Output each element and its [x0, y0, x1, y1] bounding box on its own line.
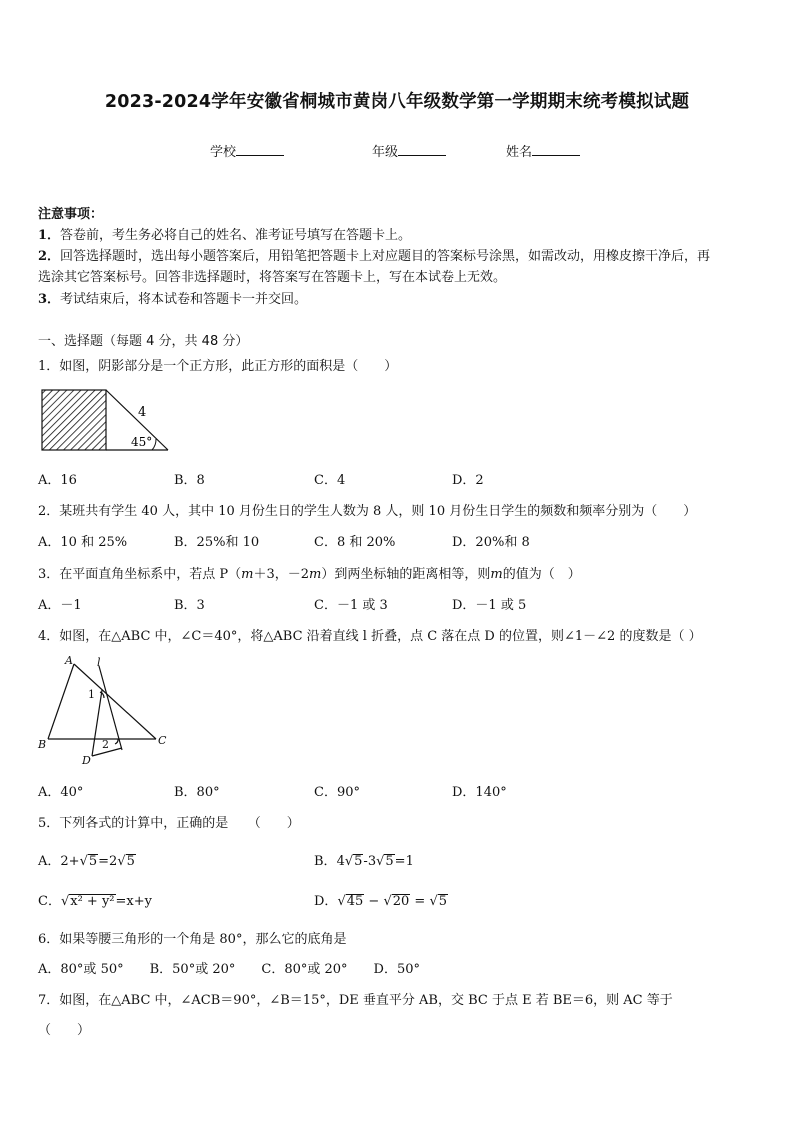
q2-stem: 2．某班共有学生 40 人，其中 10 月份生日的学生人数为 8 人，则 10 月份生日学生的频数和频率分别为（ ） — [38, 504, 697, 519]
q4-stem: 4．如图，在△ABC 中，∠C＝40°，将△ABC 沿着直线 l 折叠，点 C 落在点 D 的位置，则∠1－∠2 的度数是（ ） — [38, 629, 702, 644]
q2-option-a[interactable]: A．10 和 25% — [38, 535, 128, 550]
q3-option-c[interactable]: C．－1 或 3 — [314, 598, 388, 613]
label-l: l — [97, 656, 101, 669]
school-field[interactable]: 学校 — [210, 141, 284, 160]
q3-stem: 3．在平面直角坐标系中，若点 P（m＋3，－2m）到两坐标轴的距离相等，则m的值为（ ） — [38, 567, 581, 582]
section-heading: 一、选择题（每题 4 分，共 48 分） — [38, 334, 249, 349]
q5-option-c[interactable]: C．√x² + y²=x+y — [38, 894, 152, 909]
q4-figure — [34, 652, 184, 772]
side-ab — [48, 664, 74, 739]
q1-option-c[interactable]: C．4 — [314, 473, 346, 488]
q7-stem: 7．如图，在△ABC 中，∠ACB＝90°，∠B＝15°，DE 垂直平分 AB，交 BC 于点 E 若 BE＝6，则 AC 等于 — [38, 993, 673, 1008]
q4-option-a[interactable]: A．40° — [38, 785, 84, 800]
notice-item-3: 3．考试结束后，将本试卷和答题卡一并交回。 — [38, 292, 308, 307]
q1-option-b[interactable]: B．8 — [174, 473, 205, 488]
grade-field[interactable]: 年级 — [372, 141, 446, 160]
q1-option-d[interactable]: D．2 — [452, 473, 484, 488]
q6-options[interactable]: A．80°或 50° B．50°或 20° C．80°或 20° D．50° — [38, 962, 421, 977]
shaded-square — [42, 390, 106, 450]
q5-option-b[interactable]: B．4√5-3√5=1 — [314, 854, 414, 869]
q1-option-a[interactable]: A．16 — [38, 473, 77, 488]
notice-heading: 注意事项： — [38, 207, 104, 222]
name-field[interactable]: 姓名 — [506, 141, 580, 160]
q4-option-d[interactable]: D．140° — [452, 785, 507, 800]
q4-option-c[interactable]: C．90° — [314, 785, 360, 800]
page-title: 2023-2024学年安徽省桐城市黄岗八年级数学第一学期期末统考模拟试题 — [104, 92, 690, 112]
label-d: D — [82, 754, 91, 767]
angle-label: 45° — [131, 435, 153, 449]
q3-option-b[interactable]: B．3 — [174, 598, 205, 613]
q5-option-a[interactable]: A．2+√5=2√5 — [38, 854, 135, 869]
notice-item-2-cont: 选涂其它答案标号。回答非选择题时，将答案写在答题卡上，写在本试卷上无效。 — [38, 270, 507, 285]
q1-figure — [40, 388, 172, 454]
label-c: C — [158, 734, 167, 747]
label-a: A — [65, 654, 73, 667]
side-ac — [74, 664, 156, 739]
q5-stem: 5．下列各式的计算中，正确的是 （ ） — [38, 816, 300, 831]
q1-stem: 1．如图，阴影部分是一个正方形，此正方形的面积是（ ） — [38, 359, 398, 374]
q2-option-b[interactable]: B．25%和 10 — [174, 535, 260, 550]
q3-option-a[interactable]: A．－1 — [38, 598, 82, 613]
notice-item-1: 1．答卷前，考生务必将自己的姓名、准考证号填写在答题卡上。 — [38, 228, 412, 243]
angle-2-arc — [115, 739, 118, 744]
q6-stem: 6．如果等腰三角形的一个角是 80°，那么它的底角是 — [38, 932, 347, 947]
label-b: B — [38, 738, 47, 751]
notice-item-2: 2．回答选择题时，选出每小题答案后，用铅笔把答题卡上对应题目的答案标号涂黑，如需改动，用橡皮擦干净后，再 — [38, 249, 711, 264]
q2-option-c[interactable]: C．8 和 20% — [314, 535, 396, 550]
q7-paren: （ ） — [38, 1023, 91, 1038]
q5-option-d[interactable]: D．√45 − √20 = √5 — [314, 894, 448, 909]
q2-option-d[interactable]: D．20%和 8 — [452, 535, 530, 550]
label-angle-2: 2 — [102, 738, 109, 751]
q4-option-b[interactable]: B．80° — [174, 785, 220, 800]
label-angle-1: 1 — [88, 688, 95, 701]
side-label: 4 — [138, 405, 147, 420]
angle-arc — [152, 439, 156, 450]
q3-option-d[interactable]: D．－1 或 5 — [452, 598, 527, 613]
